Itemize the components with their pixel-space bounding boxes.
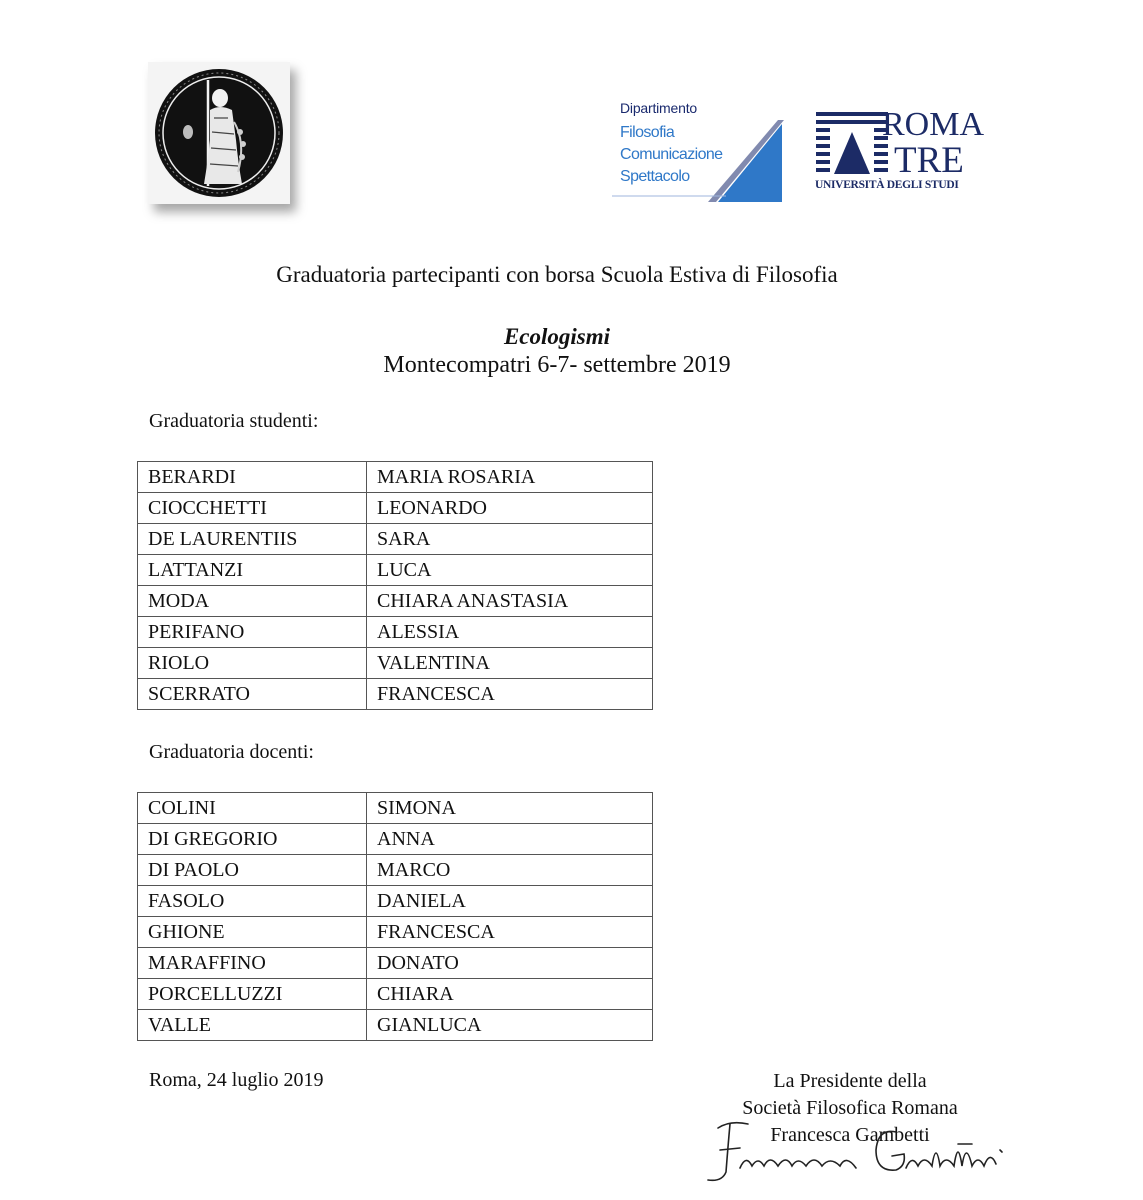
- given-name-cell: FRANCESCA: [367, 917, 653, 948]
- surname-cell: MARAFFINO: [138, 948, 367, 979]
- handwritten-signature: [700, 1110, 1020, 1190]
- surname-cell: GHIONE: [138, 917, 367, 948]
- table-row: [138, 617, 653, 648]
- teachers-section-label: Graduatoria docenti:: [149, 741, 314, 763]
- table-row: [138, 886, 653, 917]
- table-row: [138, 493, 653, 524]
- table-row: [138, 948, 653, 979]
- given-name-cell: DONATO: [367, 948, 653, 979]
- dept-logo-line-filosofia: Filosofia: [620, 124, 675, 141]
- given-name-cell: CHIARA ANASTASIA: [367, 586, 653, 617]
- surname-cell: RIOLO: [138, 648, 367, 679]
- signatory-role: La Presidente della: [773, 1070, 927, 1092]
- dept-logo-line-spettacolo: Spettacolo: [620, 168, 690, 185]
- table-row: [138, 979, 653, 1010]
- given-name-cell: ANNA: [367, 824, 653, 855]
- students-section-label: Graduatoria studenti:: [149, 410, 319, 432]
- table-row: [138, 855, 653, 886]
- table-row: [138, 524, 653, 555]
- surname-cell: FASOLO: [138, 886, 367, 917]
- surname-cell: DE LAURENTIIS: [138, 524, 367, 555]
- given-name-cell: ALESSIA: [367, 617, 653, 648]
- roma-tre-logo: [812, 98, 992, 202]
- surname-cell: MODA: [138, 586, 367, 617]
- teachers-table: [137, 792, 653, 1041]
- document-date: Roma, 24 luglio 2019: [149, 1069, 324, 1091]
- table-row: [138, 555, 653, 586]
- table-row: [138, 1010, 653, 1041]
- table-row: [138, 793, 653, 824]
- given-name-cell: LUCA: [367, 555, 653, 586]
- given-name-cell: MARCO: [367, 855, 653, 886]
- table-row: [138, 648, 653, 679]
- surname-cell: DI PAOLO: [138, 855, 367, 886]
- roma-tre-logo-subtitle: UNIVERSITÀ DEGLI STUDI: [815, 179, 959, 191]
- table-row: [138, 462, 653, 493]
- surname-cell: PERIFANO: [138, 617, 367, 648]
- given-name-cell: SIMONA: [367, 793, 653, 824]
- society-seal-logo: [148, 62, 290, 204]
- surname-cell: LATTANZI: [138, 555, 367, 586]
- department-logo: [608, 92, 786, 204]
- signatory-organization: Società Filosofica Romana: [742, 1097, 958, 1119]
- given-name-cell: DANIELA: [367, 886, 653, 917]
- roma-tre-logo-tre: TRE: [894, 140, 964, 181]
- surname-cell: PORCELLUZZI: [138, 979, 367, 1010]
- roma-tre-logo-roma: ROMA: [882, 106, 985, 143]
- table-row: [138, 679, 653, 710]
- surname-cell: SCERRATO: [138, 679, 367, 710]
- given-name-cell: CHIARA: [367, 979, 653, 1010]
- dept-logo-title: Dipartimento: [620, 100, 697, 116]
- given-name-cell: FRANCESCA: [367, 679, 653, 710]
- surname-cell: VALLE: [138, 1010, 367, 1041]
- given-name-cell: SARA: [367, 524, 653, 555]
- document-subtitle: Ecologismi: [503, 324, 611, 349]
- surname-cell: DI GREGORIO: [138, 824, 367, 855]
- given-name-cell: MARIA ROSARIA: [367, 462, 653, 493]
- document-title: Graduatoria partecipanti con borsa Scuola Estiva di Filosofia: [276, 262, 838, 287]
- surname-cell: CIOCCHETTI: [138, 493, 367, 524]
- signatory-name: Francesca Gambetti: [770, 1124, 930, 1146]
- surname-cell: COLINI: [138, 793, 367, 824]
- event-location-date: Montecompatri 6-7- settembre 2019: [383, 352, 731, 378]
- given-name-cell: LEONARDO: [367, 493, 653, 524]
- surname-cell: BERARDI: [138, 462, 367, 493]
- given-name-cell: VALENTINA: [367, 648, 653, 679]
- table-row: [138, 824, 653, 855]
- dept-logo-line-comunicazione: Comunicazione: [620, 146, 723, 163]
- given-name-cell: GIANLUCA: [367, 1010, 653, 1041]
- table-row: [138, 917, 653, 948]
- students-table: [137, 461, 653, 710]
- table-row: [138, 586, 653, 617]
